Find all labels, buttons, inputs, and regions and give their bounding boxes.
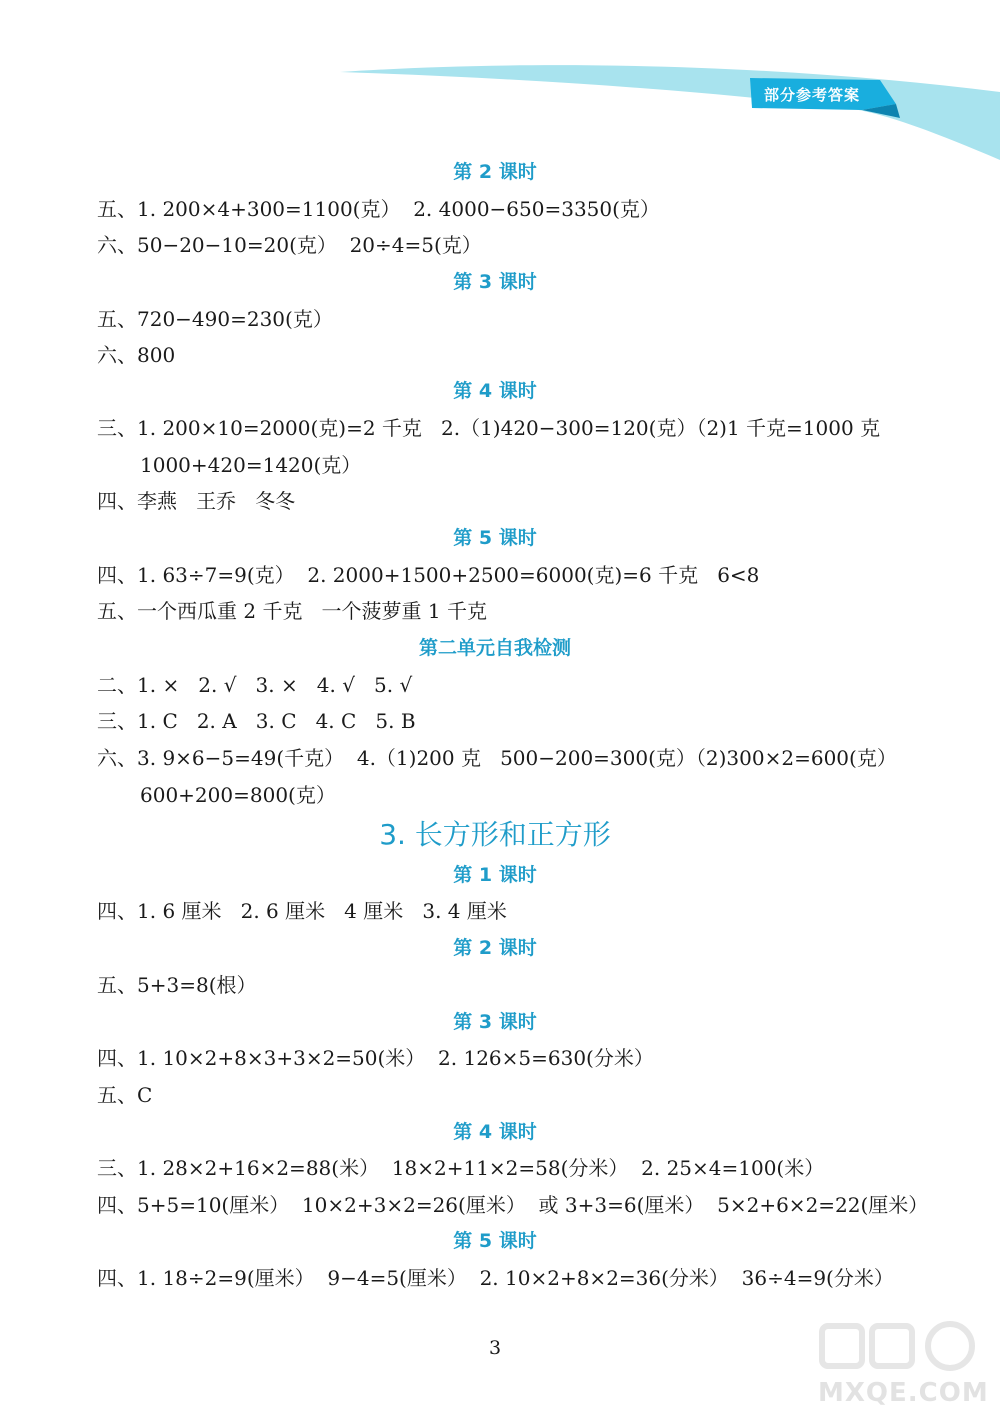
answer-line-continued: 1000+420=1420(克） bbox=[140, 453, 362, 477]
answer-line: 四、1. 10×2+8×3+3×2=50(米） 2. 126×5=630(分米） bbox=[97, 1046, 654, 1070]
answer-line: 五、一个西瓜重 2 千克 一个菠萝重 1 千克 bbox=[97, 599, 487, 623]
answer-line-continued: 600+200=800(克） bbox=[140, 783, 336, 807]
answer-line: 二、1. × 2. √ 3. × 4. √ 5. √ bbox=[97, 673, 413, 697]
answer-line: 三、1. 200×10=2000(克)=2 千克 2.（1)420−300=120(克）（2)1 千克=1000 克 bbox=[97, 416, 881, 440]
answer-line: 四、1. 6 厘米 2. 6 厘米 4 厘米 3. 4 厘米 bbox=[97, 899, 507, 923]
answer-line: 三、1. 28×2+16×2=88(米） 18×2+11×2=58(分米） 2. 25×4=100(米） bbox=[97, 1156, 825, 1180]
lesson-heading: 第 4 课时 bbox=[453, 380, 537, 402]
answer-line: 三、1. C 2. A 3. C 4. C 5. B bbox=[97, 709, 416, 733]
lesson-heading: 第 2 课时 bbox=[453, 161, 537, 183]
page-number: 3 bbox=[488, 1337, 502, 1359]
lesson-heading: 第 2 课时 bbox=[453, 937, 537, 959]
answer-line: 六、50−20−10=20(克） 20÷4=5(克） bbox=[97, 233, 482, 257]
lesson-heading: 第 5 课时 bbox=[453, 527, 537, 549]
lesson-heading: 第 5 课时 bbox=[453, 1230, 537, 1252]
unit-test-heading: 第二单元自我检测 bbox=[418, 637, 571, 659]
lesson-heading: 第 1 课时 bbox=[453, 864, 537, 886]
lesson-heading: 第 4 课时 bbox=[453, 1121, 537, 1143]
answer-line: 六、800 bbox=[97, 343, 176, 367]
lesson-heading: 第 3 课时 bbox=[453, 1011, 537, 1033]
answer-line: 五、C bbox=[97, 1083, 153, 1107]
answer-line: 四、1. 18÷2=9(厘米） 9−4=5(厘米） 2. 10×2+8×2=36(分米） 36÷4=9(分米） bbox=[97, 1266, 894, 1290]
watermark-text: MXQE.COM bbox=[818, 1378, 989, 1408]
answer-line: 五、720−490=230(克） bbox=[97, 307, 333, 331]
answer-line: 五、5+3=8(根） bbox=[97, 973, 257, 997]
header-label: 部分参考答案 bbox=[764, 86, 861, 104]
answer-line: 四、李燕 王乔 冬冬 bbox=[97, 489, 296, 513]
answer-line: 五、1. 200×4+300=1100(克） 2. 4000−650=3350(克） bbox=[97, 197, 660, 221]
chapter-title: 3. 长方形和正方形 bbox=[379, 818, 611, 851]
lesson-heading: 第 3 课时 bbox=[453, 271, 537, 293]
answer-line: 四、5+5=10(厘米） 10×2+3×2=26(厘米） 或 3+3=6(厘米） 5×2+6×2=22(厘米） bbox=[97, 1193, 929, 1217]
answer-line: 六、3. 9×6−5=49(千克） 4.（1)200 克 500−200=300(克）（2)300×2=600(克） bbox=[97, 746, 897, 770]
answer-line: 四、1. 63÷7=9(克） 2. 2000+1500+2500=6000(克)=6 千克 6<8 bbox=[97, 563, 760, 587]
